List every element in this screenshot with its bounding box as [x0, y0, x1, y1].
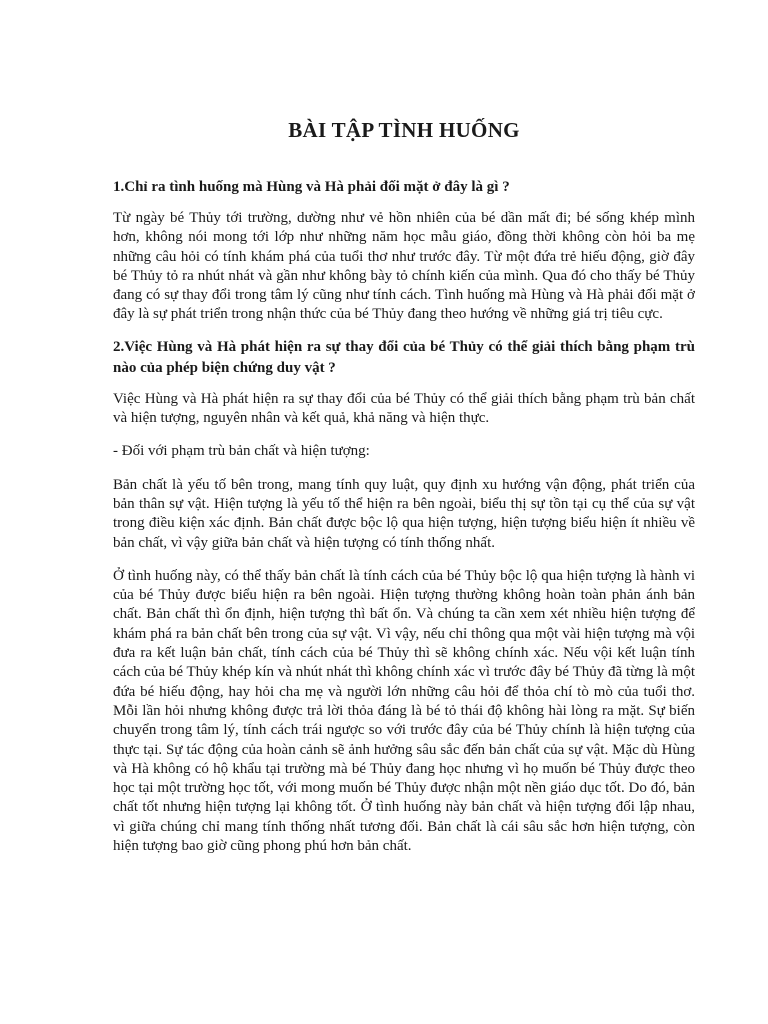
answer-2-point-paragraph: - Đối với phạm trù bản chất và hiện tượng:	[113, 443, 370, 460]
document-title: BÀI TẬP TÌNH HUỐNG	[288, 118, 520, 142]
answer-1-paragraph: Từ ngày bé Thủy tới trường, dường như vẻ hồn nhiên của bé dần mất đi; bé sống khép mình hơn, không nói mong tới lớp như những năm học mẫu giáo, đồng thời không còn hỏi ba mẹ những câu hỏi có tính khám phá của tuổi thơ như trước đây. Từ một đứa trẻ hiếu động, giờ đây bé Thủy tỏ ra nhút nhát và gần như không bày tỏ chính kiến của mình. Qua đó cho thấy bé Thủy đang có sự thay đổi trong tâm lý cũng như tính cách. Tình huống mà Hùng và Hà phải đối mặt ở đây là sự phát triển trong nhận thức của bé Thủy đang theo hướng về những giá trị tiêu cực.	[113, 210, 695, 323]
answer-2-intro-paragraph: Việc Hùng và Hà phát hiện ra sự thay đổi của bé Thủy có thể giải thích bằng phạm trù bản chất và hiện tượng, nguyên nhân và kết quả, khả năng và hiện thực.	[113, 390, 695, 427]
answer-2-analysis-paragraph: Ở tình huống này, có thể thấy bản chất là tính cách của bé Thủy bộc lộ qua hiện tượng là hành vi của bé Thủy được biểu hiện ra bên ngoài. Hiện tượng thường không hoàn toàn phản ánh bản chất. Bản chất thì ổn định, hiện tượng thì bất ổn. Và chúng ta cần xem xét nhiều hiện tượng để khám phá ra bản chất bên trong của sự vật. Vì vậy, nếu chỉ thông qua một vài hiện tượng mà vội đưa ra kết luận bản chất, tính cách của bé Thủy thì sẽ không chính xác. Nếu vội kết luận tính cách của bé Thủy khép kín và nhút nhát thì không chính xác vì trước đây bé Thủy đã từng là một đứa bé hiếu động, hay hỏi cha mẹ và người lớn những câu hỏi để thỏa chí tò mò của tuổi thơ. Mỗi lần hỏi nhưng không được trả lời thỏa đáng là bé tỏ thái độ không hài lòng ra mặt. Sự biến chuyển trong tâm lý, tính cách trái ngược so với trước đây của bé Thủy chính là hiện tượng của thực tại. Sự tác động của hoàn cảnh sẽ ảnh hưởng sâu sắc đến bản chất của sự vật. Mặc dù Hùng và Hà không có hộ khẩu tại trường mà bé Thủy đang học nhưng vì họ muốn bé Thủy được theo học tại một trường học tốt, với mong muốn bé Thủy được nhận một nền giáo dục tốt. Do đó, bản chất tốt nhưng hiện tượng lại không tốt. Ở tình huống này bản chất và hiện tượng đối lập nhau, vì giữa chúng chỉ mang tính thống nhất tương đối. Bản chất là cái sâu sắc hơn hiện tượng, còn hiện tượng bao giờ cũng phong phú hơn bản chất.	[113, 567, 695, 855]
answer-2-definition-paragraph: Bản chất là yếu tố bên trong, mang tính quy luật, quy định xu hướng vận động, phát triển của bản thân sự vật. Hiện tượng là yếu tố thể hiện ra bên ngoài, biểu thị sự tồn tại cụ thể của sự vật trong điều kiện xác định. Bản chất được bộc lộ qua hiện tượng, hiện tượng biểu hiện ít nhiều về bản chất, vì vậy giữa bản chất và hiện tượng có tính thống nhất.	[113, 476, 695, 551]
document-body	[113, 113, 695, 856]
question-2-heading: 2.Việc Hùng và Hà phát hiện ra sự thay đổi của bé Thủy có thể giải thích bằng phạm trù nào của phép biện chứng duy vật ?	[113, 338, 695, 376]
question-1-heading: 1.Chỉ ra tình huống mà Hùng và Hà phải đối mặt ở đây là gì ?	[113, 179, 510, 195]
